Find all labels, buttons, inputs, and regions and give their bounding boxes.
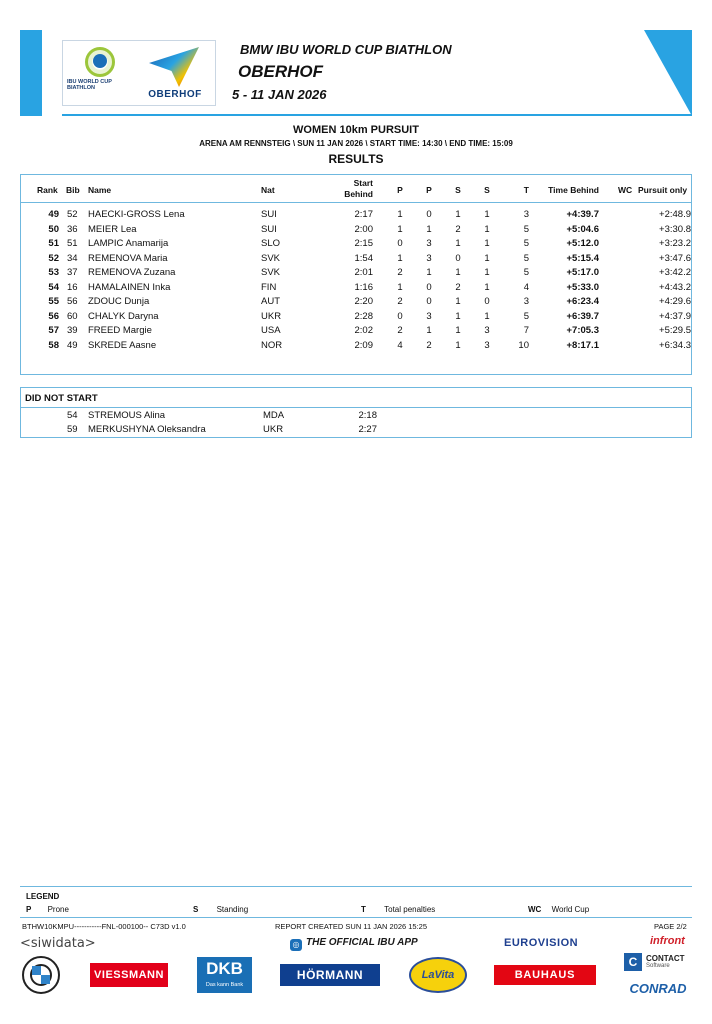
name-cell: ZDOUC Dunja (88, 296, 150, 307)
oberhof-logo-text: OBERHOF (148, 89, 202, 100)
oberhof-logo (139, 45, 211, 103)
penalties-cell: 10 (518, 339, 529, 351)
legend-item-standing (193, 905, 248, 914)
pursuit-only-cell: +3:42.2 (659, 267, 691, 278)
penalties-cell: 7 (523, 325, 529, 336)
official-app-text: THE OFFICIAL IBU APP (306, 937, 418, 948)
rank-cell: 50 (48, 223, 59, 235)
prone2-cell: 3 (426, 238, 432, 249)
contact-logo-subtext: Software (646, 963, 670, 969)
standing1-cell: 1 (455, 339, 461, 351)
prone1-cell: 2 (397, 267, 403, 278)
table-row (21, 237, 691, 252)
time-behind-cell: +6:23.4 (566, 296, 599, 307)
legend-key: S (193, 905, 199, 914)
time-behind-cell: +5:17.0 (566, 267, 599, 278)
did-not-start-title: DID NOT START (25, 393, 98, 404)
name-cell: SKREDE Aasne (88, 339, 157, 351)
legend-item-prone (26, 905, 69, 914)
legend-label: Total penalties (384, 905, 436, 914)
standing1-cell: 1 (455, 310, 461, 322)
penalties-cell: 5 (523, 252, 529, 264)
bauhaus-logo: BAUHAUS (494, 965, 596, 985)
pursuit-only-cell: +3:47.6 (659, 252, 691, 264)
nat-cell: UKR (261, 310, 282, 322)
table-row (21, 339, 691, 354)
race-title: WOMEN 10km PURSUIT (293, 124, 419, 136)
time-behind-cell: +5:15.4 (566, 252, 599, 264)
dkb-logo-text: DKB (206, 959, 243, 978)
start-behind-cell: 2:17 (354, 209, 373, 220)
contact-logo-text: CONTACT (646, 954, 685, 963)
start-behind-cell: 2:00 (354, 223, 373, 235)
col-rank: Rank (37, 185, 58, 195)
col-start-behind-line2: Behind (344, 189, 373, 199)
nat-cell: SUI (261, 209, 277, 220)
prone1-cell: 1 (397, 252, 403, 264)
eurovision-logo: EUROVISION (504, 937, 579, 949)
time-behind-cell: +7:05.3 (566, 325, 599, 336)
name-cell: FREED Margie (88, 325, 152, 336)
table-row (21, 310, 691, 325)
table-row (21, 281, 691, 296)
prone2-cell: 0 (426, 296, 432, 307)
penalties-cell: 5 (523, 310, 529, 322)
start-behind-cell: 2:09 (354, 339, 373, 351)
start-behind-cell: 2:02 (354, 325, 373, 336)
nat-cell: NOR (261, 339, 283, 351)
legend-label: World Cup (551, 905, 590, 914)
table-row (21, 324, 691, 339)
prone1-cell: 1 (397, 281, 403, 293)
start-behind-cell: 2:01 (354, 267, 373, 278)
contact-software-logo (624, 953, 692, 973)
dns-row (21, 423, 691, 438)
legend-item-world-cup (528, 905, 589, 914)
event-logo (62, 40, 216, 106)
rank-cell: 53 (48, 267, 59, 278)
start-behind-cell: 2:28 (354, 310, 373, 322)
standing2-cell: 3 (484, 339, 490, 351)
race-subtitle: ARENA AM RENNSTEIG \ SUN 11 JAN 2026 \ START TIME: 14:30 \ END TIME: 15:09 (199, 139, 513, 148)
col-name: Name (88, 185, 112, 195)
bib-cell: 51 (67, 238, 78, 249)
page-number: PAGE 2/2 (654, 922, 687, 931)
name-cell: REMENOVA Maria (88, 252, 168, 264)
standing2-cell: 1 (484, 281, 490, 293)
event-title: BMW IBU WORLD CUP BIATHLON (240, 42, 452, 57)
hormann-logo: HÖRMANN (280, 964, 380, 986)
skier-icon (93, 54, 107, 68)
dkb-tagline: Das kann Bank (205, 982, 244, 988)
dns-row (21, 409, 691, 424)
prone1-cell: 0 (397, 238, 403, 249)
prone2-cell: 1 (426, 267, 432, 278)
report-created: REPORT CREATED SUN 11 JAN 2026 15:25 (275, 922, 428, 931)
viessmann-logo: VIESSMANN (90, 963, 168, 987)
prone1-cell: 1 (397, 223, 403, 235)
nat-cell: AUT (261, 296, 280, 307)
prone1-cell: 2 (397, 325, 403, 336)
penalties-cell: 5 (523, 267, 529, 278)
official-app-banner (290, 937, 418, 951)
standing1-cell: 0 (455, 252, 461, 264)
name-cell: HAMALAINEN Inka (88, 281, 171, 293)
bib-cell: 49 (67, 339, 78, 351)
nat-cell: SVK (261, 252, 281, 264)
col-standing-2: S (484, 185, 490, 195)
bib-cell: 39 (67, 325, 78, 336)
rank-cell: 49 (48, 209, 59, 220)
start-behind-cell: 2:15 (354, 238, 373, 249)
prone2-cell: 3 (426, 252, 432, 264)
bib-cell: 52 (67, 209, 78, 220)
standing2-cell: 1 (484, 267, 490, 278)
nat-cell: SUI (261, 223, 277, 235)
time-behind-cell: +5:33.0 (566, 281, 599, 293)
start-behind-cell: 2:27 (358, 424, 377, 435)
footer-divider-middle (20, 917, 692, 918)
section-title: RESULTS (328, 152, 384, 166)
standing2-cell: 1 (484, 252, 490, 264)
pursuit-only-cell: +4:43.2 (659, 281, 691, 293)
results-table (20, 174, 692, 375)
penalties-cell: 3 (523, 209, 529, 220)
pursuit-only-cell: +3:23.2 (659, 238, 691, 249)
standing1-cell: 1 (455, 267, 461, 278)
bmw-logo (22, 956, 60, 994)
name-cell: REMENOVA Zuzana (88, 267, 176, 278)
time-behind-cell: +8:17.1 (566, 339, 599, 351)
siwidata-logo: <siwidata> (20, 936, 96, 951)
table-row (21, 208, 691, 223)
nat-cell: SVK (261, 267, 281, 278)
header-left-accent (20, 30, 42, 116)
standing1-cell: 1 (455, 209, 461, 220)
name-cell: HAECKI-GROSS Lena (88, 209, 185, 220)
start-behind-cell: 2:18 (358, 410, 377, 421)
col-start-behind-line1: Start (353, 178, 373, 188)
standing2-cell: 1 (484, 310, 490, 322)
penalties-cell: 4 (523, 281, 529, 293)
standing1-cell: 1 (455, 238, 461, 249)
col-prone-1: P (397, 185, 403, 195)
name-cell: STREMOUS Alina (88, 410, 166, 421)
bib-cell: 37 (67, 267, 78, 278)
time-behind-cell: +5:04.6 (566, 223, 599, 235)
legend-key: WC (528, 905, 542, 914)
rank-cell: 52 (48, 252, 59, 264)
pursuit-only-cell: +3:30.8 (659, 223, 691, 235)
prone2-cell: 1 (426, 325, 432, 336)
pursuit-only-cell: +4:29.6 (659, 296, 691, 307)
col-wc: WC (618, 185, 633, 195)
document-code: BTHW10KMPU-----------FNL-000100-- C73D v1.0 (22, 922, 186, 931)
footer-divider-top (20, 886, 692, 887)
name-cell: MEIER Lea (88, 223, 137, 235)
time-behind-cell: +6:39.7 (566, 310, 599, 322)
prone2-cell: 0 (426, 209, 432, 220)
lavita-logo: LaVita (409, 957, 467, 993)
rank-cell: 54 (48, 281, 59, 293)
start-behind-cell: 2:20 (354, 296, 373, 307)
rank-cell: 51 (48, 238, 59, 249)
contact-c-icon: C (624, 953, 642, 971)
ibu-app-icon: ◎ (290, 939, 302, 951)
did-not-start-box (20, 387, 692, 438)
time-behind-cell: +5:12.0 (566, 238, 599, 249)
col-bib: Bib (66, 185, 80, 195)
world-cup-logo (67, 45, 133, 103)
infront-logo: infront (650, 935, 685, 947)
standing2-cell: 3 (484, 325, 490, 336)
start-behind-cell: 1:16 (354, 281, 373, 293)
bmw-quadrant-icon (32, 966, 41, 975)
rank-cell: 56 (48, 310, 59, 322)
legend-label: Prone (47, 905, 69, 914)
bib-cell: 56 (67, 296, 78, 307)
bib-cell: 59 (67, 424, 78, 435)
table-row (21, 223, 691, 238)
oberhof-bird-icon (149, 47, 199, 87)
name-cell: MERKUSHYNA Oleksandra (88, 424, 206, 435)
penalties-cell: 5 (523, 238, 529, 249)
bib-cell: 16 (67, 281, 78, 293)
nat-cell: FIN (261, 281, 277, 293)
dkb-logo (197, 957, 252, 993)
event-city: OBERHOF (238, 62, 323, 81)
prone2-cell: 3 (426, 310, 432, 322)
rank-cell: 57 (48, 325, 59, 336)
legend-item-total-penalties (361, 905, 435, 914)
standing1-cell: 1 (455, 296, 461, 307)
table-row (21, 252, 691, 267)
prone2-cell: 1 (426, 223, 432, 235)
world-cup-logo-text: IBU WORLD CUP BIATHLON (67, 79, 112, 91)
legend-label: Standing (216, 905, 249, 914)
start-behind-cell: 1:54 (354, 252, 373, 264)
pursuit-only-cell: +6:34.3 (659, 339, 691, 351)
bmw-quadrant-icon (41, 975, 50, 984)
nat-cell: USA (261, 325, 281, 336)
col-time-behind: Time Behind (548, 185, 599, 195)
name-cell: LAMPIC Anamarija (88, 238, 169, 249)
nat-cell: MDA (263, 410, 285, 421)
col-prone-2: P (426, 185, 432, 195)
table-row (21, 295, 691, 310)
name-cell: CHALYK Daryna (88, 310, 159, 322)
bib-cell: 34 (67, 252, 78, 264)
standing2-cell: 1 (484, 238, 490, 249)
prone1-cell: 4 (397, 339, 403, 351)
col-nat: Nat (261, 185, 275, 195)
did-not-start-divider (21, 407, 691, 408)
legend-key: P (26, 905, 32, 914)
time-behind-cell: +4:39.7 (566, 209, 599, 220)
standing2-cell: 1 (484, 209, 490, 220)
pursuit-only-cell: +4:37.9 (659, 310, 691, 322)
legend-key: T (361, 905, 366, 914)
prone2-cell: 2 (426, 339, 432, 351)
prone2-cell: 0 (426, 281, 432, 293)
bib-cell: 60 (67, 310, 78, 322)
table-row (21, 266, 691, 281)
prone1-cell: 1 (397, 209, 403, 220)
penalties-cell: 3 (523, 296, 529, 307)
standing1-cell: 2 (455, 223, 461, 235)
conrad-logo: CONRAD (629, 981, 687, 996)
results-table-header (21, 175, 691, 203)
pursuit-only-cell: +2:48.9 (659, 209, 691, 220)
standing2-cell: 1 (484, 223, 490, 235)
bib-cell: 54 (67, 410, 78, 421)
nat-cell: UKR (263, 424, 284, 435)
prone1-cell: 0 (397, 310, 403, 322)
nat-cell: SLO (261, 238, 281, 249)
standing1-cell: 2 (455, 281, 461, 293)
bib-cell: 36 (67, 223, 78, 235)
standing1-cell: 1 (455, 325, 461, 336)
rank-cell: 55 (48, 296, 59, 307)
standing2-cell: 0 (484, 296, 490, 307)
legend-title: LEGEND (26, 892, 60, 901)
header-right-accent (644, 30, 692, 116)
col-total-penalties: T (523, 185, 529, 195)
col-pursuit-only: Pursuit only (638, 185, 688, 195)
penalties-cell: 5 (523, 223, 529, 235)
rank-cell: 58 (48, 339, 59, 351)
event-dates: 5 - 11 JAN 2026 (232, 87, 327, 102)
pursuit-only-cell: +5:29.5 (659, 325, 691, 336)
prone1-cell: 2 (397, 296, 403, 307)
header-divider (62, 114, 692, 116)
col-standing-1: S (455, 185, 461, 195)
